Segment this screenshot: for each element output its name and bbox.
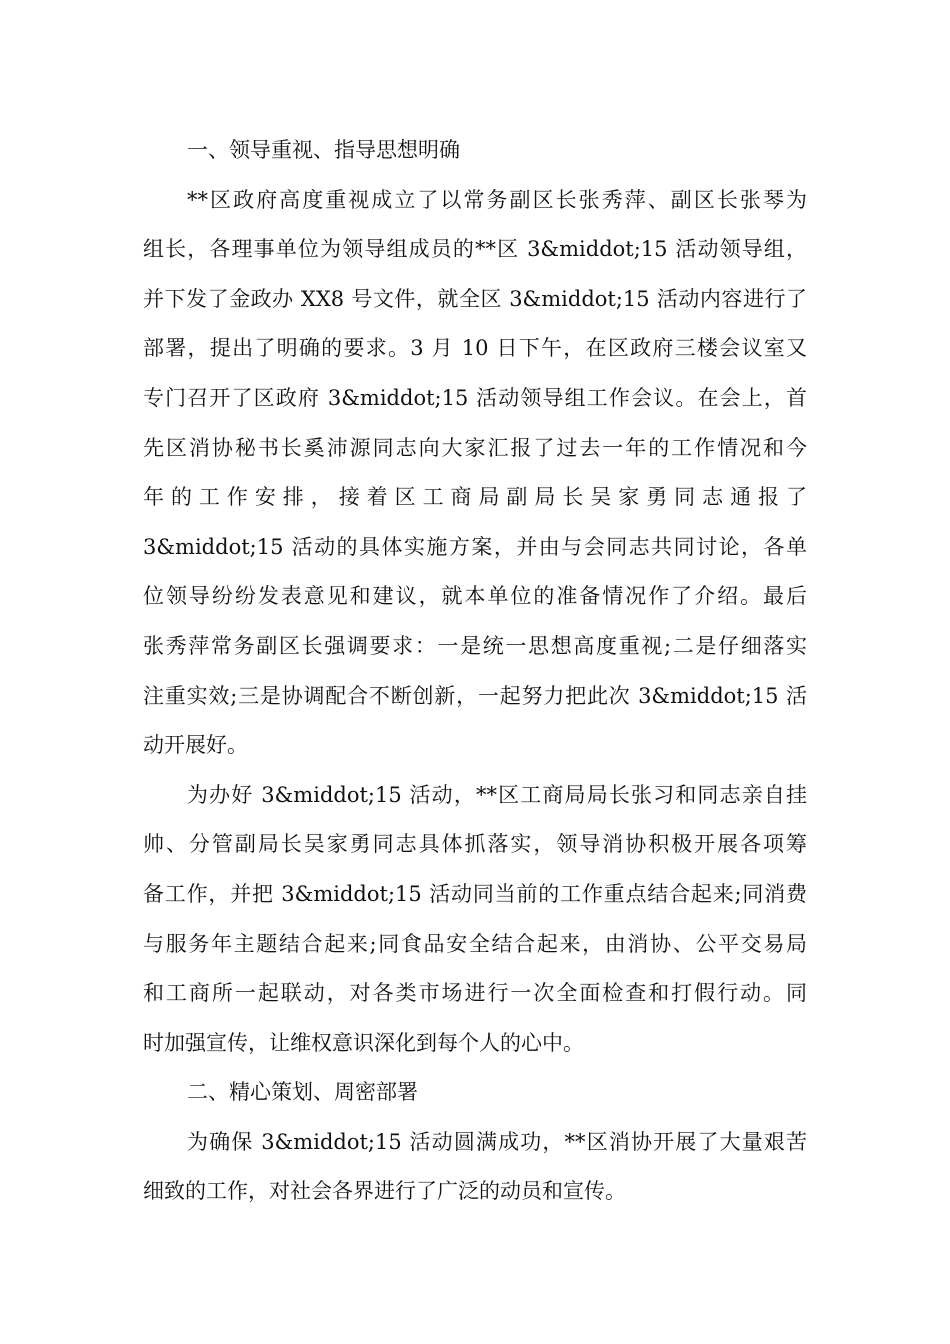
text-line: 年的工作安排，接着区工商局副局长吴家勇同志通报了 xyxy=(143,485,807,510)
text-line: 专门召开了区政府 3&middot;15 活动领导组工作会议。在会上，首 xyxy=(143,385,807,410)
text-line: 与服务年主题结合起来;同食品安全结合起来，由消协、公平交易局 xyxy=(143,931,807,956)
text-line: 为办好 3&middot;15 活动，**区工商局局长张习和同志亲自挂 xyxy=(187,782,807,807)
text-line: 并下发了金政办 XX8 号文件，就全区 3&middot;15 活动内容进行了 xyxy=(143,286,807,311)
text-line: 先区消协秘书长奚沛源同志向大家汇报了过去一年的工作情况和今 xyxy=(143,435,807,460)
text-line: 张秀萍常务副区长强调要求：一是统一思想高度重视;二是仔细落实 xyxy=(143,633,807,658)
text-line: 注重实效;三是协调配合不断创新，一起努力把此次 3&middot;15 活 xyxy=(143,683,807,708)
text-line: **区政府高度重视成立了以常务副区长张秀萍、副区长张琴为 xyxy=(187,187,807,212)
text-line: 动开展好。 xyxy=(143,733,248,758)
section-heading-1: 一、领导重视、指导思想明确 xyxy=(187,138,460,162)
text-line: 帅、分管副局长吴家勇同志具体抓落实，领导消协积极开展各项筹 xyxy=(143,832,807,857)
text-line: 位领导纷纷发表意见和建议，就本单位的准备情况作了介绍。最后 xyxy=(143,584,807,609)
text-line: 备工作，并把 3&middot;15 活动同当前的工作重点结合起来;同消费 xyxy=(143,881,807,906)
text-line: 细致的工作，对社会各界进行了广泛的动员和宣传。 xyxy=(143,1179,626,1204)
section-heading-2: 二、精心策划、周密部署 xyxy=(187,1080,418,1105)
text-line: 组长，各理事单位为领导组成员的**区 3&middot;15 活动领导组， xyxy=(143,237,807,262)
document-body xyxy=(143,126,807,1217)
text-line: 为确保 3&middot;15 活动圆满成功，**区消协开展了大量艰苦 xyxy=(187,1129,807,1154)
text-line: 3&middot;15 活动的具体实施方案，并由与会同志共同讨论，各单 xyxy=(143,534,807,559)
text-line: 和工商所一起联动，对各类市场进行一次全面检查和打假行动。同 xyxy=(143,981,807,1006)
text-line: 时加强宣传，让维权意识深化到每个人的心中。 xyxy=(143,1030,584,1055)
text-line: 部署，提出了明确的要求。3 月 10 日下午，在区政府三楼会议室又 xyxy=(143,336,807,361)
